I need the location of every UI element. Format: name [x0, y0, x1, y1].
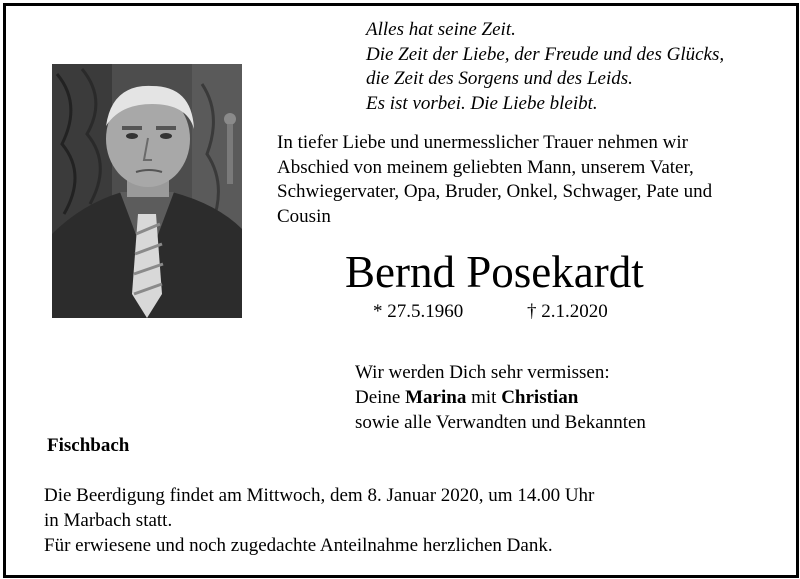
intro-line: In tiefer Liebe und unermesslicher Trauer nehmen wir	[277, 132, 689, 153]
intro-text	[277, 131, 797, 229]
closing-text	[355, 360, 646, 435]
poem-line: Es ist vorbei. Die Liebe bleibt.	[366, 92, 598, 114]
closing-line: Wir werden Dich sehr vermissen:	[355, 362, 610, 383]
mit-word: mit	[471, 387, 497, 408]
death-date: † 2.1.2020	[527, 301, 608, 322]
intro-line: Abschied von meinem geliebten Mann, unserem Vater,	[277, 156, 694, 178]
wife-name: Marina	[405, 387, 467, 408]
portrait-photo	[52, 64, 242, 318]
intro-line: Schwiegervater, Opa, Bruder, Onkel, Schwager, Pate und	[277, 181, 713, 202]
closing-signature-line	[355, 385, 646, 410]
poem-line: die Zeit des Sorgens und des Leids.	[366, 68, 633, 89]
closing-line: sowie alle Verwandten und Bekannten	[355, 412, 646, 433]
intro-line: Cousin	[277, 205, 331, 227]
child-name: Christian	[501, 387, 579, 408]
funeral-line: in Marbach statt.	[44, 510, 173, 531]
birth-date: * 27.5.1960	[373, 301, 464, 322]
poem-line: Alles hat seine Zeit.	[366, 19, 516, 40]
place-name: Fischbach	[47, 435, 130, 456]
poem	[366, 18, 724, 116]
deine-word: Deine	[355, 387, 401, 408]
deceased-name: Bernd Posekardt	[345, 247, 644, 297]
funeral-info	[44, 483, 594, 558]
funeral-line: Für erwiesene und noch zugedachte Anteilnahme herzlichen Dank.	[44, 535, 553, 556]
funeral-line: Die Beerdigung findet am Mittwoch, dem 8. Januar 2020, um 14.00 Uhr	[44, 485, 595, 506]
poem-line: Die Zeit der Liebe, der Freude und des Glücks,	[366, 43, 725, 65]
